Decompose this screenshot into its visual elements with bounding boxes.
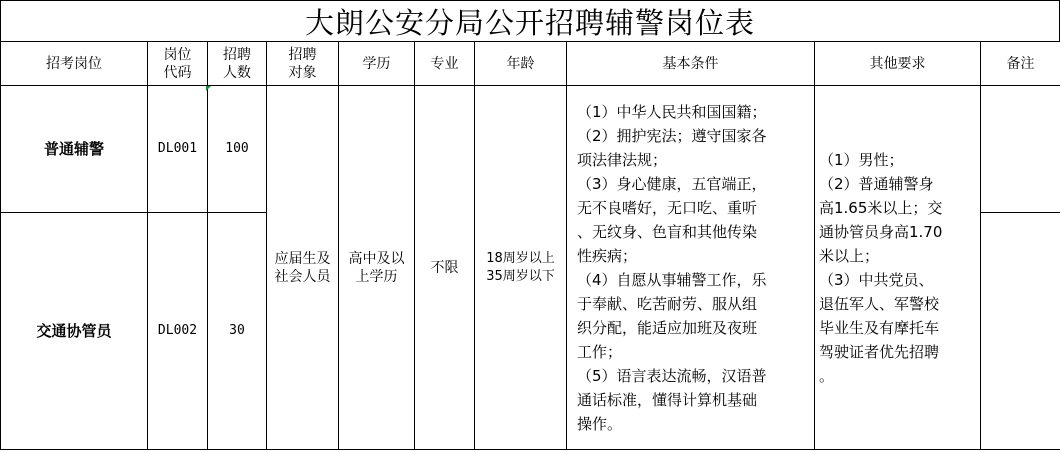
other-line: 退伍军人、军警校 <box>819 294 940 313</box>
basic-line: 项法律法规； <box>577 150 668 169</box>
basic-line: （4）自愿从事辅警工作，乐 <box>577 270 767 289</box>
header-code-line1: 岗位 <box>163 46 192 63</box>
other-line: 通协管员身高1.70 <box>819 222 943 241</box>
basic-line: 织分配，能适应加班及夜班 <box>577 318 758 337</box>
table-row <box>1 86 1060 213</box>
header-other: 其他要求 <box>815 42 981 86</box>
other-line: 毕业生及有摩托车 <box>819 318 940 337</box>
other-line: 米以上； <box>819 246 880 265</box>
remark-cell <box>981 213 1060 450</box>
basic-line: （2）拥护宪法；遵守国家各 <box>577 126 767 145</box>
basic-line: 通话标准，懂得计算机基础 <box>577 390 758 409</box>
age-line2: 35周岁以下 <box>486 268 555 284</box>
basic-line: 性疾病； <box>577 246 638 265</box>
other-line: （3）中共党员、 <box>819 270 934 289</box>
header-count <box>208 42 267 86</box>
other-line: （1）男性； <box>819 150 904 169</box>
header-target <box>267 42 339 86</box>
page-title: 大朗公安分局公开招聘辅警岗位表 <box>0 0 1060 41</box>
basic-line: 无不良嗜好，无口吃、重听 <box>577 198 758 217</box>
header-major: 专业 <box>415 42 475 86</box>
header-target-line2: 对象 <box>288 64 317 81</box>
cell-comment-marker <box>206 86 211 91</box>
header-code <box>148 42 208 86</box>
major-cell: 不限 <box>415 86 475 450</box>
basic-line: 工作； <box>577 342 623 361</box>
position-cell: 普通辅警 <box>1 86 148 213</box>
other-line: 高1.65米以上；交 <box>819 198 943 217</box>
count-cell: 100 <box>208 86 267 213</box>
other-line: 驾驶证者优先招聘 <box>819 342 940 361</box>
header-position: 招考岗位 <box>1 42 148 86</box>
header-education: 学历 <box>339 42 415 86</box>
other-line: （2）普通辅警身 <box>819 174 934 193</box>
target-cell <box>267 86 339 450</box>
other-requirements-cell <box>815 86 981 450</box>
count-cell: 30 <box>208 213 267 450</box>
basic-line: 于奉献、吃苦耐劳、服从组 <box>577 294 758 313</box>
age-cell <box>475 86 567 450</box>
header-count-line2: 人数 <box>223 64 251 81</box>
header-basic: 基本条件 <box>567 42 815 86</box>
education-cell <box>339 86 415 450</box>
basic-conditions-cell <box>567 86 815 450</box>
basic-line: 、无纹身、色盲和其他传染 <box>577 222 758 241</box>
target-line2: 社会人员 <box>274 268 331 285</box>
code-cell: DL001 <box>148 86 208 213</box>
education-line1: 高中及以 <box>348 250 405 267</box>
header-count-line1: 招聘 <box>223 46 251 63</box>
header-target-line1: 招聘 <box>288 46 317 63</box>
basic-line: （5）语言表达流畅，汉语普 <box>577 366 767 385</box>
header-age: 年龄 <box>475 42 567 86</box>
basic-line: 操作。 <box>577 414 623 433</box>
target-line1: 应届生及 <box>274 250 331 267</box>
age-line1: 18周岁以上 <box>486 250 555 266</box>
other-line: 。 <box>819 366 835 385</box>
header-remark: 备注 <box>981 42 1060 86</box>
basic-line: （3）身心健康，五官端正， <box>577 174 767 193</box>
code-cell: DL002 <box>148 213 208 450</box>
position-cell: 交通协管员 <box>1 213 148 450</box>
header-row <box>1 42 1060 86</box>
education-line2: 上学历 <box>355 268 398 285</box>
basic-line: （1）中华人民共和国国籍； <box>577 102 767 121</box>
remark-cell <box>981 86 1060 213</box>
positions-table <box>0 41 1060 450</box>
header-code-line2: 代码 <box>163 64 192 81</box>
